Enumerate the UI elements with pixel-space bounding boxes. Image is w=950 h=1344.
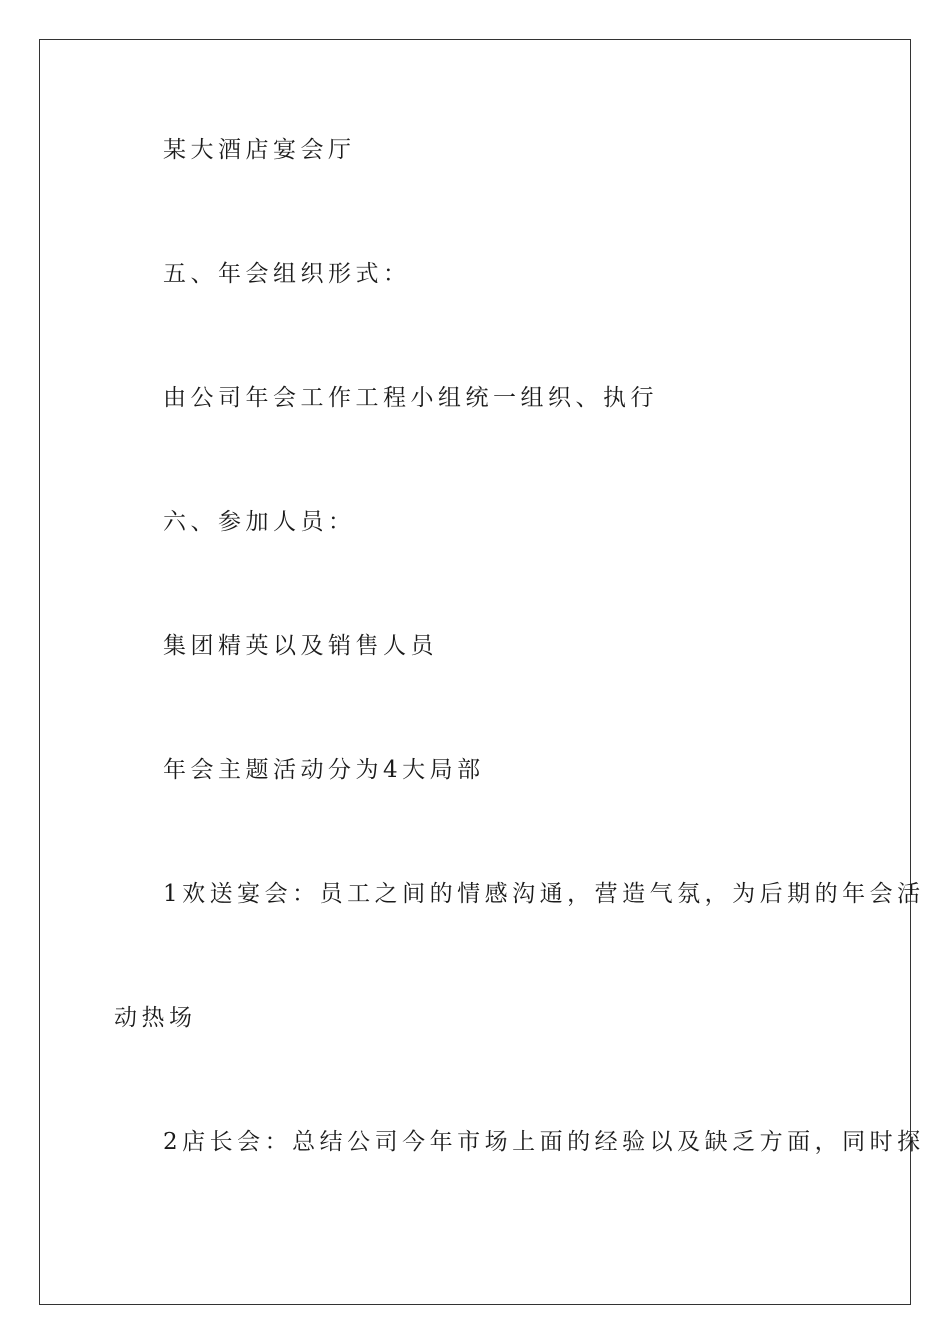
item-one-continuation: 动热场 [114,1005,197,1031]
section-five-heading: 五、年会组织形式： [163,261,411,287]
activities-intro-text: 年会主题活动分为4大局部 [163,757,485,783]
page-border [39,39,911,1305]
organization-text: 由公司年会工作工程小组统一组织、执行 [163,385,658,411]
venue-text: 某大酒店宴会厅 [163,137,356,163]
participants-text: 集团精英以及销售人员 [163,633,438,659]
item-two-text: 2店长会：总结公司今年市场上面的经验以及缺乏方面，同时探 [163,1129,925,1155]
section-six-heading: 六、参加人员： [163,509,356,535]
item-one-text: 1欢送宴会：员工之间的情感沟通，营造气氛，为后期的年会活 [163,881,925,907]
